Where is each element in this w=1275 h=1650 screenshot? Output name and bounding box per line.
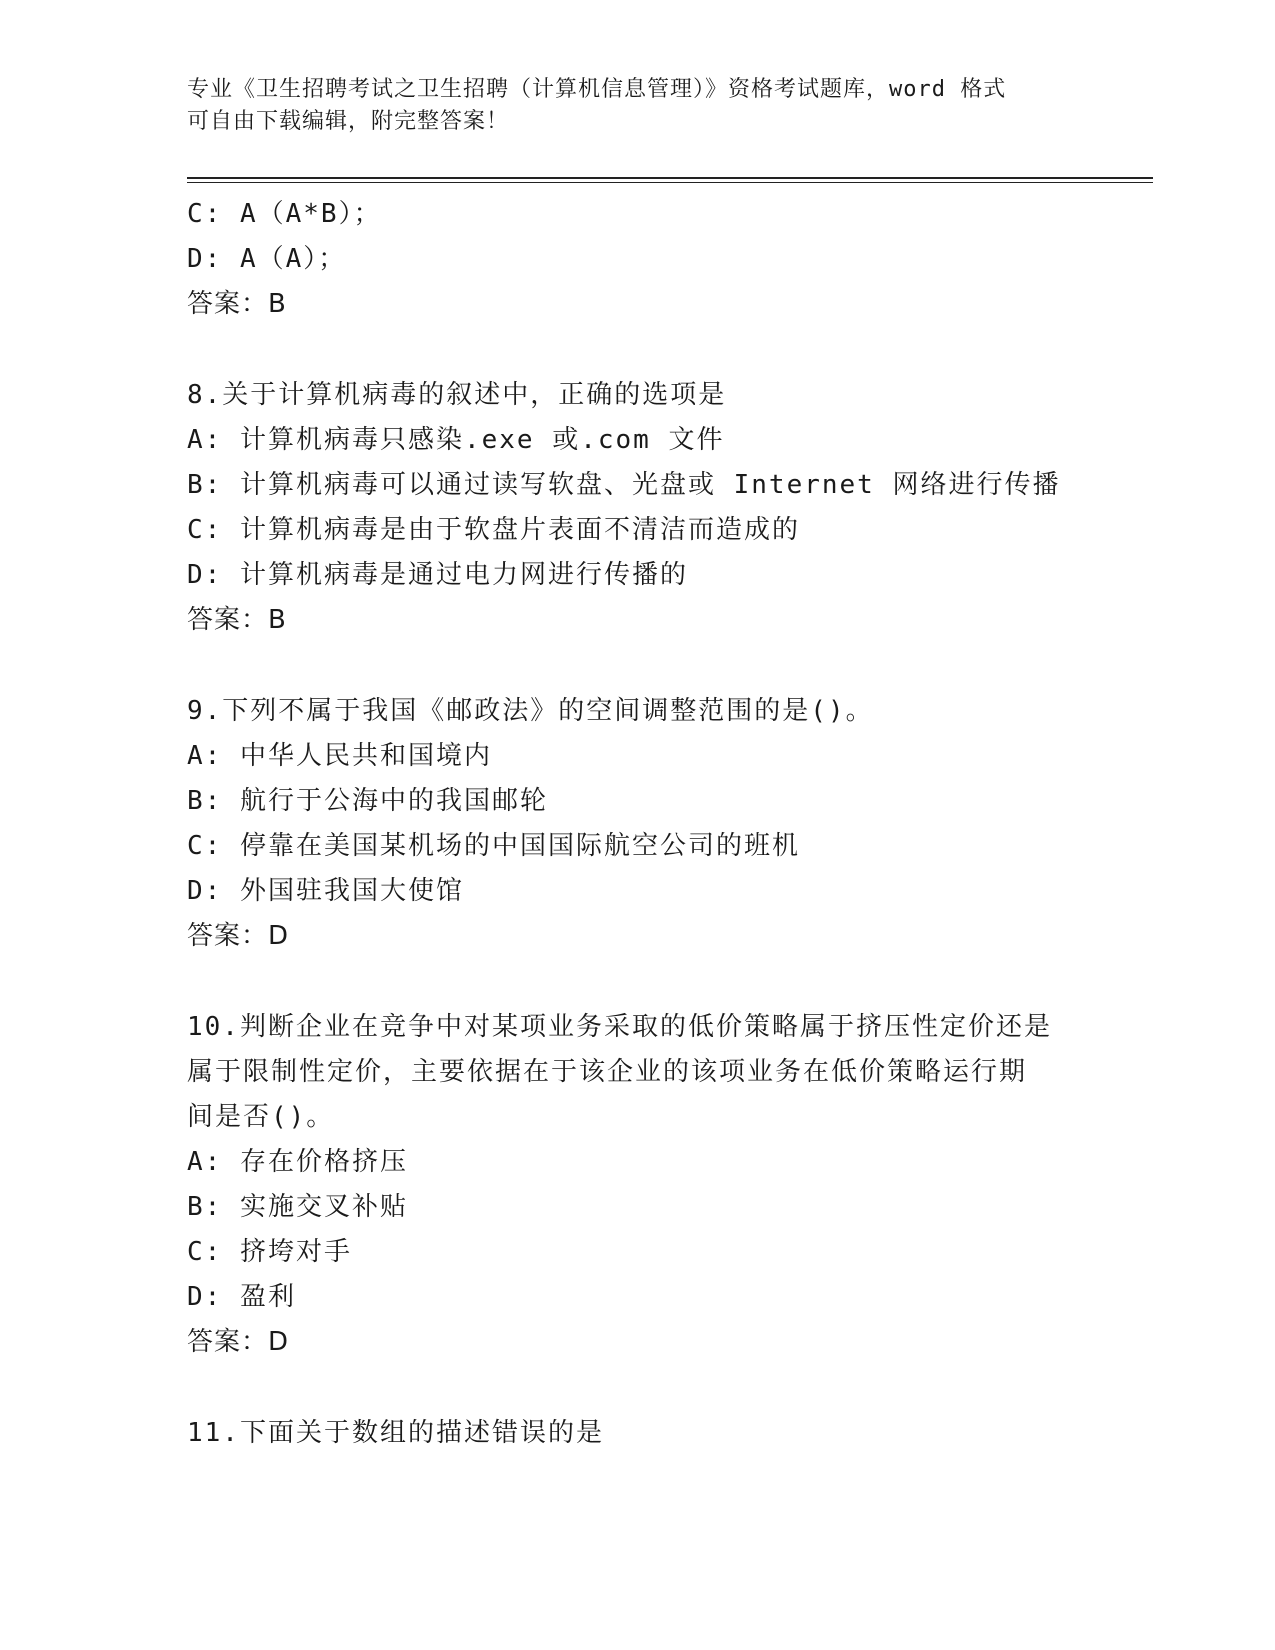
option-b: B: 计算机病毒可以通过读写软盘、光盘或 Internet 网络进行传播 xyxy=(187,470,1061,500)
option-d: D: 盈利 xyxy=(187,1282,296,1312)
question-stem-line-3: 间是否()。 xyxy=(187,1102,335,1132)
option-d: D: 外国驻我国大使馆 xyxy=(187,876,464,906)
question-stem: 8.关于计算机病毒的叙述中，正确的选项是 xyxy=(187,380,727,410)
question-stem-line-2: 属于限制性定价，主要依据在于该企业的该项业务在低价策略运行期 xyxy=(187,1057,1028,1087)
answer: 答案：D xyxy=(187,921,290,951)
previous-question-tail xyxy=(187,192,1087,327)
question-11 xyxy=(187,1411,1087,1456)
header-divider-thin xyxy=(187,182,1153,183)
option-c: C: 停靠在美国某机场的中国国际航空公司的班机 xyxy=(187,831,800,861)
answer: 答案：B xyxy=(187,289,287,319)
option-a: A: 中华人民共和国境内 xyxy=(187,741,492,771)
question-stem: 11.下面关于数组的描述错误的是 xyxy=(187,1418,604,1448)
document-header xyxy=(187,74,1087,138)
answer: 答案：B xyxy=(187,605,287,635)
question-stem: 9.下列不属于我国《邮政法》的空间调整范围的是()。 xyxy=(187,696,874,726)
answer: 答案：D xyxy=(187,1327,290,1357)
option-b: B: 航行于公海中的我国邮轮 xyxy=(187,786,548,816)
option-c: C: A（A*B）； xyxy=(187,199,382,229)
question-list xyxy=(187,192,1087,1456)
header-line-1: 专业《卫生招聘考试之卫生招聘（计算机信息管理）》资格考试题库，word 格式 xyxy=(187,77,1007,102)
option-b: B: 实施交叉补贴 xyxy=(187,1192,408,1222)
question-stem-line-1: 10.判断企业在竞争中对某项业务采取的低价策略属于挤压性定价还是 xyxy=(187,1012,1052,1042)
option-c: C: 计算机病毒是由于软盘片表面不清洁而造成的 xyxy=(187,515,800,545)
header-line-2: 可自由下载编辑，附完整答案！ xyxy=(187,109,510,134)
question-10 xyxy=(187,1005,1087,1365)
header-divider-thick xyxy=(187,177,1153,179)
question-8 xyxy=(187,373,1087,643)
option-a: A: 计算机病毒只感染.exe 或.com 文件 xyxy=(187,425,725,455)
option-d: D: 计算机病毒是通过电力网进行传播的 xyxy=(187,560,688,590)
option-a: A: 存在价格挤压 xyxy=(187,1147,408,1177)
option-d: D: A（A）； xyxy=(187,244,347,274)
question-9 xyxy=(187,689,1087,959)
option-c: C: 挤垮对手 xyxy=(187,1237,352,1267)
